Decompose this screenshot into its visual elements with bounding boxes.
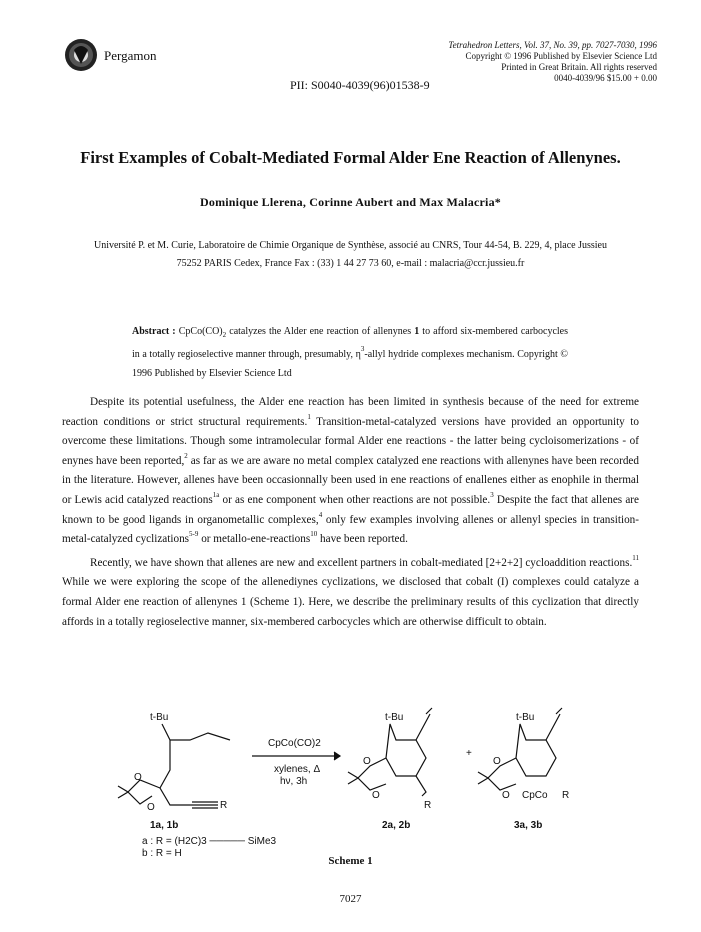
compound-label-1: 1a, 1b [150,820,179,831]
affiliation [40,237,661,273]
oxygen-label: O [363,756,371,767]
citation-ref: 3 [490,490,494,499]
abstract-compound: 1 [414,326,420,337]
abstract-text-3: to afford six-membered carbocycles in a totally regioselective manner through, presumably, η [132,326,569,360]
abstract-text-2: catalyzes the Alder ene reaction of allenynes [226,326,415,337]
authors: Dominique Llerena, Corinne Aubert and Max Malacria* [200,195,501,209]
page-number: 7027 [339,893,362,905]
p1-seg: or as ene component when other reactions are not possible. [219,493,491,506]
abstract [132,322,568,383]
citation-ref: 10 [310,530,318,539]
condition-2: hν, 3h [280,776,308,787]
structure-1 [118,712,230,813]
tbu-label-3: t-Bu [516,712,535,723]
citation-ref: 5-9 [189,530,199,539]
journal-info [448,40,657,84]
citation-ref: 1 [307,412,311,421]
p1-seg: Despite its potential usefulness, the Alder ene reaction has been limited in synthesis because of the need for extreme reaction conditions or strict structural requirements. [62,396,639,428]
tbu-label-1: t-Bu [150,712,169,723]
oxygen-label: O [502,790,510,801]
p1-seg: or metallo-ene-reactions [198,533,311,546]
issn-line: 0040-4039/96 $15.00 + 0.00 [554,73,657,83]
affiliation-line-1: Université P. et M. Curie, Laboratoire de Chimie Organique de Synthèse, associé au CNRS, Tour 44-54, B. 229, 4, place Jussieu [93,240,607,251]
citation-ref: 4 [318,510,323,519]
pergamon-logo [64,38,98,72]
paper-title: First Examples of Cobalt-Mediated Formal Alder Ene Reaction of Allenynes. [80,148,621,167]
condition-1: xylenes, Δ [274,764,321,775]
abstract-label: Abstract : [132,326,176,337]
reagent-label: CpCo(CO)2 [268,738,321,749]
oxygen-label: O [493,756,501,767]
arrow-head [334,752,340,760]
citation-ref: 11 [632,553,639,562]
p1-seg: as far as we are aware no metal complex catalyzed ene reactions with allenynes have been recorded in the literature. However, allenes have been occasionnally been used in ene reactions of enallenes either as enophile in thermal or Lewis acid catalyzed reactions [62,454,639,506]
p1-seg: Despite the fact that allenes are known to be good ligands in organometallic complexes, [62,493,639,526]
r-group-label: R [562,790,570,801]
paragraph-1 [62,393,639,550]
oxygen-label: O [372,790,380,801]
body-text [62,393,639,632]
scheme-caption: Scheme 1 [328,855,373,867]
copyright-line: Copyright © 1996 Published by Elsevier Science Ltd [465,51,657,61]
compound-label-3: 3a, 3b [514,820,543,831]
abstract-sup: 3 [360,345,365,353]
paragraph-2 [62,554,639,632]
p2-seg: While we were exploring the scope of the allenediynes cyclizations, we disclosed that cobalt (I) complexes could catalyze a formal Alder ene reaction of allenynes 1 (Scheme 1). Here, we describe the preliminary results of this cyclization that directly affords in a totally regioselective manner, six-membered carbocycles which are otherwise difficult to obtain. [62,576,639,628]
journal-citation: Tetrahedron Letters, Vol. 37, No. 39, pp. 7027-7030, 1996 [448,40,657,50]
tbu-label-2: t-Bu [385,712,404,723]
abstract-sub: 2 [222,331,227,339]
compound-label-2: 2a, 2b [382,820,411,831]
pii-identifier: PII: S0040-4039(96)01538-9 [290,78,430,92]
oxygen-label: O [147,802,155,813]
publisher-name: Pergamon [104,48,157,63]
definition-b: b : R = H [142,848,182,859]
oxygen-label: O [134,772,142,783]
citation-ref: 1a [212,490,220,499]
structure-2 [348,708,432,811]
plus-sign: + [466,748,472,759]
definition-a: a : R = (H2C)3 ───── SiMe3 [142,836,277,847]
p2-seg: Recently, we have shown that allenes are new and excellent partners in cobalt-mediated [2+2+2] cycloaddition reactions. [90,556,633,569]
cpco-label: CpCo [522,790,548,801]
abstract-text-4: -allyl hydride complexes mechanism. Copyright © 1996 Published by Elsevier Science Ltd [132,349,568,379]
affiliation-line-2: 75252 PARIS Cedex, France Fax : (33) 1 44 27 73 60, e-mail : malacria@ccr.jussieu.fr [176,258,525,269]
abstract-text-1: CpCo(CO) [178,326,223,337]
scheme-1-diagram [100,700,620,860]
p1-seg: Transition-metal-catalyzed versions have provided an opportunity to overcome these limitations. Though some intramolecular formal Alder ene reactions - the latter being cycloisomerizations - of enynes have been reported, [62,415,639,467]
r-group-label: R [220,800,228,811]
citation-ref: 2 [184,451,188,460]
p1-seg: have been reported. [317,533,408,546]
p1-seg: only few examples involving allenes or allenyl species in transition-metal-catalyzed cyclizations [62,513,639,546]
structure-3 [478,708,569,801]
printed-line: Printed in Great Britain. All rights reserved [501,62,657,72]
r-group-label: R [424,800,432,811]
